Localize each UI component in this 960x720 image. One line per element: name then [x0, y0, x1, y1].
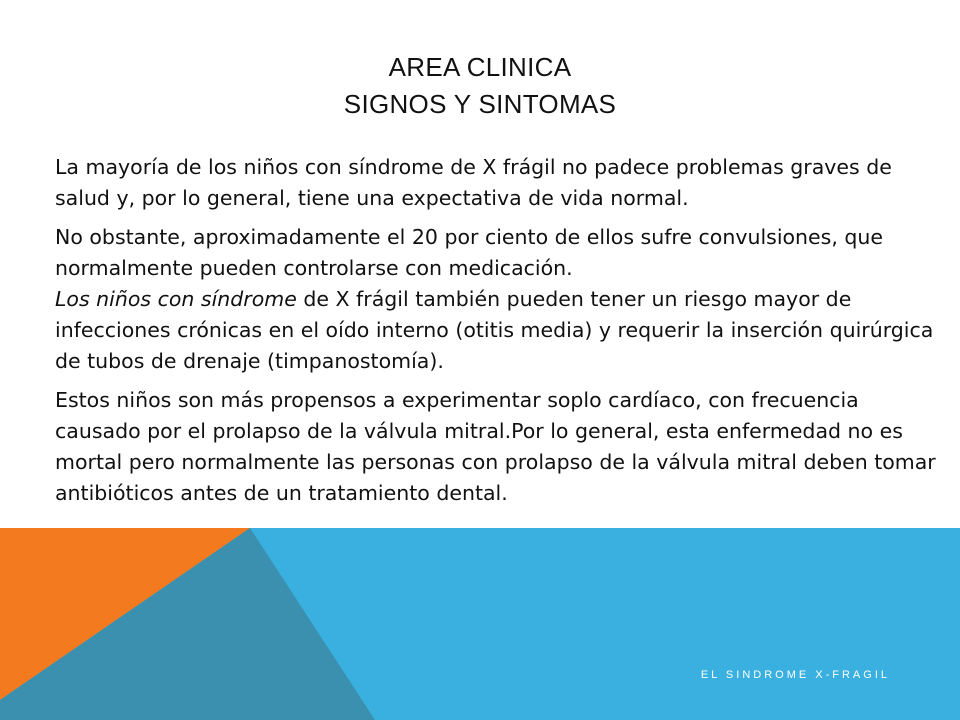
paragraph-2-italic: Los niños con síndrome	[55, 287, 297, 311]
slide-title-line1: AREA CLINICA	[388, 52, 572, 82]
paragraph-3: Estos niños son más propensos a experimentar soplo cardíaco, con frecuencia causado por el prolapso de la válvula mitral.Por lo general, esta enfermedad no es mortal pero normalmente las personas con prolapso de la válvula mitral deben tomar antibióticos antes de un tratamiento dental.	[55, 388, 936, 505]
paragraph-2-text-b: de X frágil también pueden tener un riesgo mayor de infecciones crónicas en el oído interno (otitis media) y requerir la inserción quirúrgica de tubos de drenaje (timpanostomía).	[55, 287, 934, 373]
footer-text: EL SINDROME X-FRAGIL	[700, 669, 890, 681]
slide-title-line2: SIGNOS Y SINTOMAS	[343, 89, 617, 119]
paragraph-1: La mayoría de los niños con síndrome de X frágil no padece problemas graves de salud y, por lo general, tiene una expectativa de vida normal.	[55, 155, 892, 210]
paragraph-2	[55, 222, 945, 377]
paragraph-2-text-a: No obstante, aproximadamente el 20 por ciento de ellos sufre convulsiones, que normalmente pueden controlarse con medicación.	[55, 225, 883, 280]
slide-body	[55, 152, 945, 517]
